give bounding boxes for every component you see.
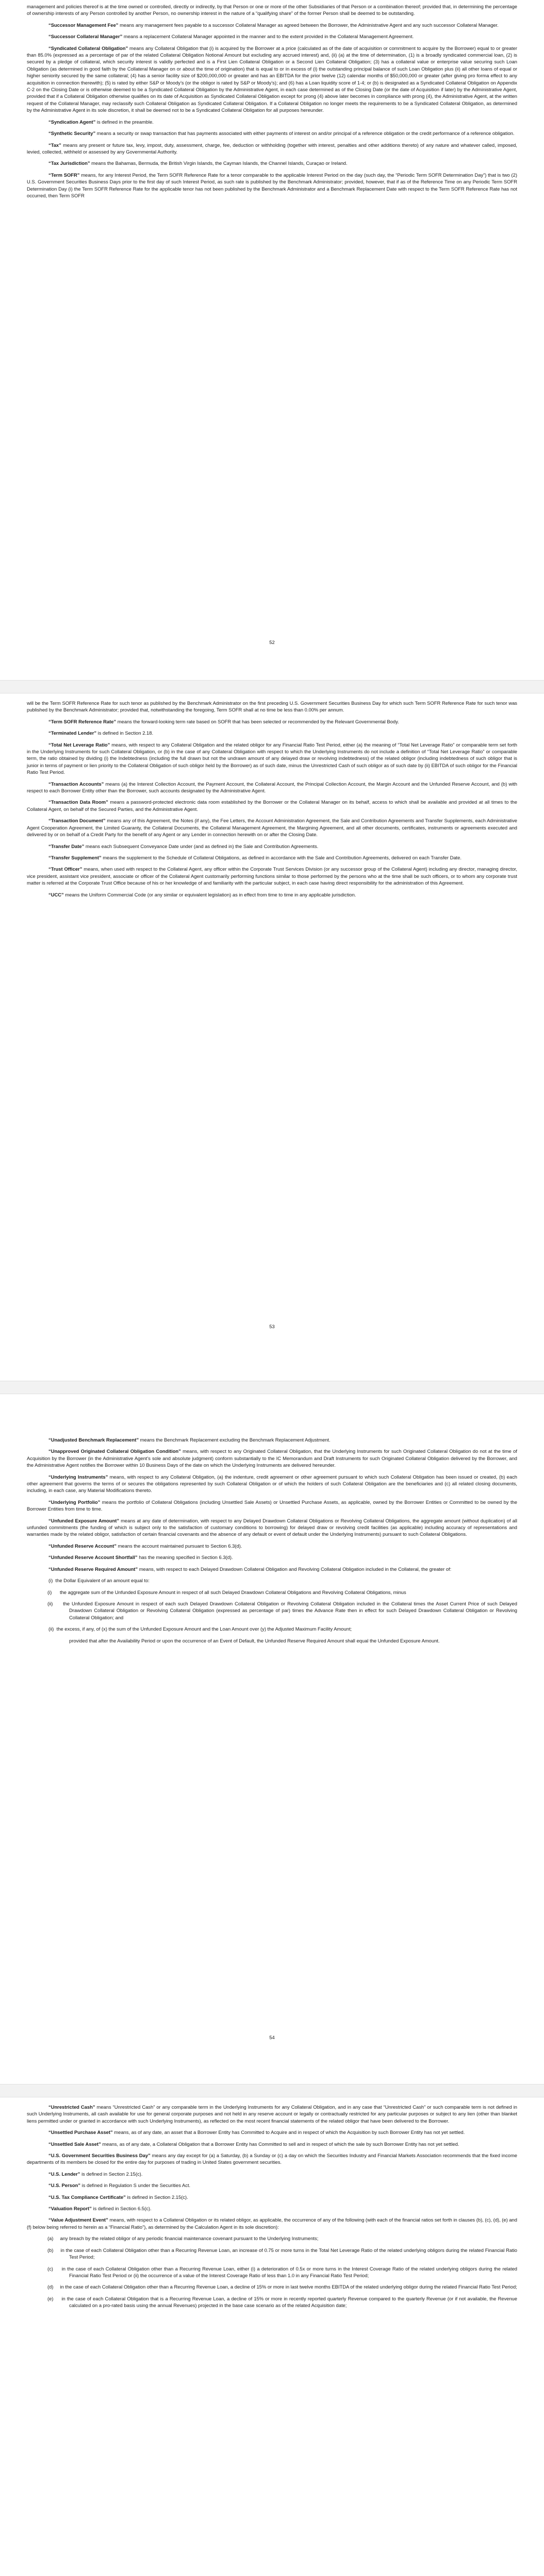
page-55 — [0, 2104, 544, 2314]
page-52 — [0, 0, 544, 645]
paragraph: “Term SOFR Reference Rate” means the forward-looking term rate based on SOFR that has been selected or recommended by the Relevant Governmental Body. — [48, 718, 399, 724]
paragraph: “Value Adjustment Event” means, with respect to a Collateral Obligation or its related obligor, as applicable, the occurrence of any of the following (with each of the financial ratios set forth in clauses (b), (c), (d), (e) and (f) below being referred to herein as a “Financial Ratio”), as determined by the Calculation Agent in its sole discretion): — [27, 2217, 517, 2230]
item-label: (i) — [47, 1589, 52, 1595]
page-53 — [0, 700, 544, 1329]
item-label: (d) — [47, 2284, 54, 2290]
paragraph: “U.S. Government Securities Business Day” means any day except for (a) a Saturday, (b) a Sunday or (c) a day on which the Securities Industry and Financial Markets Association recommends that the fixed income departments of its members be closed for the entire day for purposes of trading in United States government securities. — [27, 2153, 517, 2165]
paragraph: “Unfunded Reserve Required Amount” means, with respect to each Delayed Drawdown Collateral Obligation and Revolving Collateral Obligation included in the Collateral, the greater of: — [48, 1566, 452, 1572]
list-item — [27, 1625, 517, 1632]
list-item — [27, 1577, 517, 1584]
paragraph: “Total Net Leverage Ratio” means, with respect to any Collateral Obligation and the related obligor for any Financial Ratio Test Period, either (a) the meaning of “Total Net Leverage Ratio” or comparable term set forth in the Underlying Instruments for such Collateral Obligation, or (b) in the case of any Collateral Obligation with respect to which the Underlying Instruments do not include a definition of “Total Net Leverage Ratio” or comparable term, the ratio obtained by dividing (i) the Indebtedness (including the full drawn but not the undrawn amount of any delayed draw or revolving indebtedness) of the related obligor (including indebtedness of such obligor that is junior in terms of payment or lien priority to the Collateral Obligation of such obligor held by the Borrower) as of such date, minus the Unrestricted Cash of such obligor as of such date by (ii) EBITDA of such obligor for the Financial Ratio Test Period. — [27, 741, 517, 775]
paragraph: “UCC” means the Uniform Commercial Code (or any similar or equivalent legislation) as in effect from time to time in any applicable jurisdiction. — [48, 891, 356, 897]
item-text: in the case of each Collateral Obligation other than a Recurring Revenue Loan, a decline of 15% or more in last twelve months EBITDA of the related underlying obligor during the related Financial Ratio Test Period; — [60, 2284, 517, 2290]
item-text: in the case of each Collateral Obligation other than a Recurring Revenue Loan, either (i) a deterioration of 0.5x or more turns in the Interest Coverage Ratio of the related underlying obligors during the related Financial Ratio Test Period or (ii) the occurrence of a value of the Interest Coverage Ratio of less than 1.0 in any Financial Ratio Test Period; — [61, 2265, 517, 2278]
paragraph: “Successor Collateral Manager” means a replacement Collateral Manager appointed in the manner and to the extent provided in the Collateral Management Agreement. — [48, 33, 414, 40]
paragraph: “Unfunded Reserve Account” means the account maintained pursuant to Section 6.3(d). — [48, 1543, 242, 1549]
paragraph: “Transaction Accounts” means (a) the Interest Collection Account, the Payment Account, the Collateral Account, the Principal Collection Account, the Margin Account and the Unfunded Reserve Account, and (b) with respect to each Borrower Entity other than the Borrower, such accounts designated by the Administrative Agent. — [27, 781, 517, 794]
paragraph: “Tax Jurisdiction” means the Bahamas, Bermuda, the British Virgin Islands, the Cayman Islands, the Channel Islands, Curaçao or Ireland. — [48, 160, 348, 166]
item-label: (b) — [47, 2247, 54, 2253]
paragraph: “Transaction Document” means any of this Agreement, the Notes (if any), the Fee Letters, the Account Administration Agreement, the Sale and Contribution Agreements and Transfer Supplements, each Administrative Agent Cooperation Agreement, the Limited Guaranty, the Collateral Documents, the Collateral Management Agreement, the Margining Agreement, and all other documents, certificates, instruments or agreements executed and delivered by or on behalf of a Credit Party for the benefit of any Agent or any Lender in connection herewith on or after the Closing Date. — [27, 818, 517, 838]
item-text: any breach by the related obligor of any periodic financial maintenance covenant pursuant to the Underlying Instruments; — [60, 2235, 319, 2242]
item-text: the aggregate sum of the Unfunded Exposure Amount in respect of all such Delayed Drawdown Collateral Obligations and Revolving Collateral Obligations, minus — [59, 1589, 406, 1595]
paragraph: “Transfer Supplement” means the supplement to the Schedule of Collateral Obligations, as defined in accordance with the Sale and Contribution Agreements, delivered on each Transfer Date. — [48, 854, 461, 860]
page-number: 53 — [269, 1324, 275, 1329]
paragraph: “Tax” means any present or future tax, levy, impost, duty, assessment, charge, fee, deduction or withholding (together with interest, penalties and other additions thereto) of any nature and whatever called, imposed, levied, collected, withheld or assessed by any Governmental Authority. — [27, 142, 517, 155]
paragraph: “Unsettled Purchase Asset” means, as of any date, an asset that a Borrower Entity has Committed to Acquire and in respect of which the Acquisition by such Borrower Entity has not yet settled. — [48, 2129, 465, 2136]
item-label: (a) — [47, 2235, 54, 2242]
paragraph: “U.S. Tax Compliance Certificate” is defined in Section 2.15(c). — [48, 2194, 188, 2200]
page-number: 52 — [269, 639, 275, 645]
page-break — [0, 1381, 544, 1394]
paragraph: “Underlying Instruments” means, with respect to any Collateral Obligation, (a) the indenture, credit agreement or other agreement pursuant to which such Collateral Obligation has been issued or created, (b) each other agreement that governs the terms of or secures the obligations represented by such Collateral Obligation or of which the holders of such Collateral Obligation are the beneficiaries and (c) all related closing documents, including, in each case, any Material Modifications thereto. — [27, 1473, 517, 1494]
paragraph: “Syndication Agent” is defined in the preamble. — [48, 118, 154, 125]
item-text: the Dollar Equivalent of an amount equal to: — [55, 1578, 150, 1584]
paragraph: “U.S. Person” is defined in Regulation S under the Securities Act. — [48, 2182, 191, 2189]
paragraph: “Unrestricted Cash” means “Unrestricted Cash” or any comparable term in the Underlying Instruments for any Collateral Obligation, and in any case that “Unrestricted Cash” or such comparable term is not defined in such Underlying Instruments, all cash available for use for general corporate purposes and not held in any reserve account or legally or contractually restricted for any particular purposes or subject to any lien (other than blanket liens permitted under or granted in accordance with such Underlying Instruments), as reflected on the most recent financial statements of the related obligor that have been delivered to the Borrower. — [27, 2104, 517, 2124]
page-break — [0, 2084, 544, 2097]
paragraph: “Successor Management Fee” means any management fees payable to a successor Collateral Manager as agreed between the Borrower, the Administrative Agent and any such successor Collateral Manager. — [48, 22, 499, 28]
item-label: (i) — [48, 1578, 53, 1584]
paragraph: provided that after the Availability Period or upon the occurrence of an Event of Default, the Unfunded Reserve Required Amount shall equal the Unfunded Exposure Amount. — [69, 1637, 440, 1643]
list-item — [27, 1600, 517, 1621]
paragraph: “Synthetic Security” means a security or swap transaction that has payments associated with either payments of interest on and/or principal of a reference obligation or the credit performance of a reference obligation. — [48, 130, 515, 137]
paragraph: “Unfunded Reserve Account Shortfall” has the meaning specified in Section 6.3(d). — [48, 1554, 233, 1561]
paragraph: “Terminated Lender” is defined in Section 2.18. — [48, 730, 154, 736]
item-label: (c) — [47, 2265, 53, 2272]
list-item — [27, 2247, 517, 2261]
paragraph: “Transaction Data Room” means a password-protected electronic data room established by the Borrower or the Collateral Manager on its behalf, access to which shall be available and provided at all times to the Collateral Agent, on behalf of the Secured Parties, and the Administrative Agent. — [27, 799, 517, 812]
paragraph: “U.S. Lender” is defined in Section 2.15(c). — [48, 2171, 143, 2177]
paragraph: “Unfunded Exposure Amount” means at any date of determination, with respect to any Delayed Drawdown Collateral Obligations or Revolving Collateral Obligations, the aggregate amount (without duplication) of all unfunded commitments (the funding of which is subject only to the satisfaction of customary conditions to borrowing) for delayed draw or revolving credit facilities (as applicable) including accuracy of representations and warranties made by the related obligor, satisfaction of certain financial covenants and the absence of any default or event of default under the Underlying Instruments) pursuant to such Collateral Obligations. — [27, 1517, 518, 1537]
list-item — [27, 2265, 517, 2279]
paragraph: “Unadjusted Benchmark Replacement” means the Benchmark Replacement excluding the Benchmark Replacement Adjustment. — [48, 1437, 331, 1443]
list-item — [27, 2235, 517, 2242]
paragraph: will be the Term SOFR Reference Rate for such tenor as published by the Benchmark Administrator on the first preceding U.S. Government Securities Business Day for which such Term SOFR Reference Rate for such tenor was published by the Benchmark Administrator; provided that, notwithstanding the foregoing, Term SOFR shall at no time be less than 0.00% per annum. — [27, 700, 517, 713]
item-label: (e) — [47, 2295, 54, 2301]
item-label: (ii) — [47, 1600, 53, 1606]
paragraph: “Unapproved Originated Collateral Obligation Condition” means, with respect to any Originated Collateral Obligation, that the Underlying Instruments for such Originated Collateral Obligation do not at the time of Acquisition by the Borrower (in the Administrative Agent’s sole and absolute judgment) conform substantially to the IC Memorandum and Draft Instruments for such Originated Collateral Obligation delivered by the Borrower, and the Administrative Agent notifies the Borrower within 10 Business Days of the date on which the Underlying Instruments are delivered hereunder. — [27, 1448, 517, 1468]
paragraph: management and policies thereof is at the time owned or controlled, directly or indirectly, by that Person or one or more of the other Subsidiaries of that Person or a combination thereof; provided that, in determining the percentage of ownership interests of any Person controlled by another Person, no ownership interest in the nature of a “qualifying share” of the former Person shall be deemed to be outstanding. — [27, 4, 517, 16]
item-text: in the case of each Collateral Obligation that is a Recurring Revenue Loan, a decline of 15% or more in recently reported quarterly Revenue compared to the quarterly Revenue (or if not available, the Revenue calculated on a pro-rated basis using the annual Revenues) projected in the base case scenario as of the related Acquisition date; — [61, 2295, 517, 2309]
item-text: the excess, if any, of (x) the sum of the Unfunded Exposure Amount and the Loan Amount over (y) the Adjusted Maximum Facility Amount; — [56, 1626, 352, 1632]
page-break — [0, 680, 544, 693]
paragraph: “Transfer Date” means each Subsequent Conveyance Date under (and as defined in) the Sale and Contribution Agreements. — [48, 843, 319, 849]
list-item — [27, 1589, 517, 1596]
page-54 — [0, 1400, 544, 2040]
paragraph: “Valuation Report” is defined in Section 6.5(c). — [48, 2206, 152, 2212]
paragraph: “Trust Officer” means, when used with respect to the Collateral Agent, any officer within the Corporate Trust Services Division (or any successor group of the Collateral Agent) including any director, managing director, vice president, assistant vice president, associate or officer of the Collateral Agent customarily performing functions similar to those performed by the persons who at the time shall be such officers, or to whom any corporate trust matter is referred at the Corporate Trust Office because of his or her knowledge of and familiarity with the particular subject, in each case having direct responsibility for the administration of this Agreement. — [27, 866, 517, 886]
item-text: in the case of each Collateral Obligation other than a Recurring Revenue Loan, an increase of 0.75 or more turns in the Total Net Leverage Ratio of the related underlying obligors during the related Financial Ratio Test Period; — [60, 2247, 517, 2260]
paragraph: “Syndicated Collateral Obligation” means any Collateral Obligation that (i) is acquired by the Borrower at a price (calculated as of the date of acquisition or commitment to acquire by the Borrower) equal to or greater than 85.0% (expressed as a percentage of par of the related Collateral Obligation Notional Amount but excluding any accrued interest) and, (ii) (a) at the time of determination, (1) is a broadly syndicated commercial loan, (2) is secured by a pledge of collateral, which security interest is validly perfected and is a First Lien Collateral Obligation or a Second Lien Collateral Obligation; (3) has a collateral value or enterprise value securing such Loan Obligation (as determined in good faith by the Collateral Manager on or about the time of origination) that is equal to or in excess of (i) the outstanding principal balance of such Loan Obligation plus (ii) all other loans of equal or higher seniority secured by the same collateral; (4) has a senior facility size of $200,000,000 or greater and has an EBITDA for the prior twelve (12) calendar months of $50,000,000 or greater (after giving pro forma effect to any acquisition in connection therewith); (5) is rated by either S&P or Moody’s (or the obligor is rated by S&P or Moody’s); and (6) has a Loan liquidity score of 1-4; or (b) is designated as a Syndicated Collateral Obligation on Appendix C-2 on the Closing Date or is otherwise deemed to be a Syndicated Collateral Obligation by the Administrative Agent, in each case determined as of the Closing Date (or the date of Acquisition if later) by the Administrative Agent, provided that if a Collateral Obligation otherwise qualifies on its date of Acquisition as Syndicated Collateral Obligation except for prong (4) above later becomes in compliance with prong (4), the Administrative Agent, at the written request of the Collateral Manager, may reclassify such Collateral Obligation as Syndicated Collateral Obligation. If a Collateral Obligation no longer meets the requirements to be a Syndicated Collateral Obligation, as determined by the Administrative Agent in its sole discretion, it shall be deemed not to be a Syndicated Collateral Obligation for all purposes hereunder. — [27, 45, 517, 113]
paragraph: “Underlying Portfolio” means the portfolio of Collateral Obligations (including Unsettled Sale Assets) or Unsettled Purchase Assets, as applicable, owned by the Borrower Entities or Committed to be owned by the Borrower Entities from time to time. — [27, 1499, 517, 1512]
item-text: the Unfunded Exposure Amount in respect of each such Delayed Drawdown Collateral Obligation or Revolving Collateral Obligation included in the Collateral times the Asset Current Price of such Delayed Drawdown Collateral Obligation or Revolving Collateral Obligation (expressed as percentage of par) times the Advance Rate then in effect for such Delayed Drawdown Collateral Obligation or Revolving Collateral Obligation; and — [63, 1600, 517, 1620]
page-number: 54 — [269, 2035, 275, 2040]
paragraph: “Term SOFR” means, for any Interest Period, the Term SOFR Reference Rate for a tenor comparable to the applicable Interest Period on the day (such day, the “Periodic Term SOFR Determination Day”) that is two (2) U.S. Government Securities Business Days prior to the first day of such Interest Period, as such rate is published by the Benchmark Administrator; provided, however, that if as of the Reference Time on any Periodic Term SOFR Determination Day (i) the Term SOFR Reference Rate for the applicable tenor has not been published by the Benchmark Administrator and a Benchmark Replacement Date with respect to the Term SOFR Reference Rate has not occurred, then Term SOFR — [27, 172, 518, 198]
list-item — [27, 2295, 517, 2309]
item-label: (ii) — [48, 1626, 54, 1632]
paragraph: “Unsettled Sale Asset” means, as of any date, a Collateral Obligation that a Borrower Entity has Committed to sell and in respect of which the sale by such Borrower Entity has not yet settled. — [48, 2141, 459, 2147]
list-item — [27, 2283, 517, 2290]
